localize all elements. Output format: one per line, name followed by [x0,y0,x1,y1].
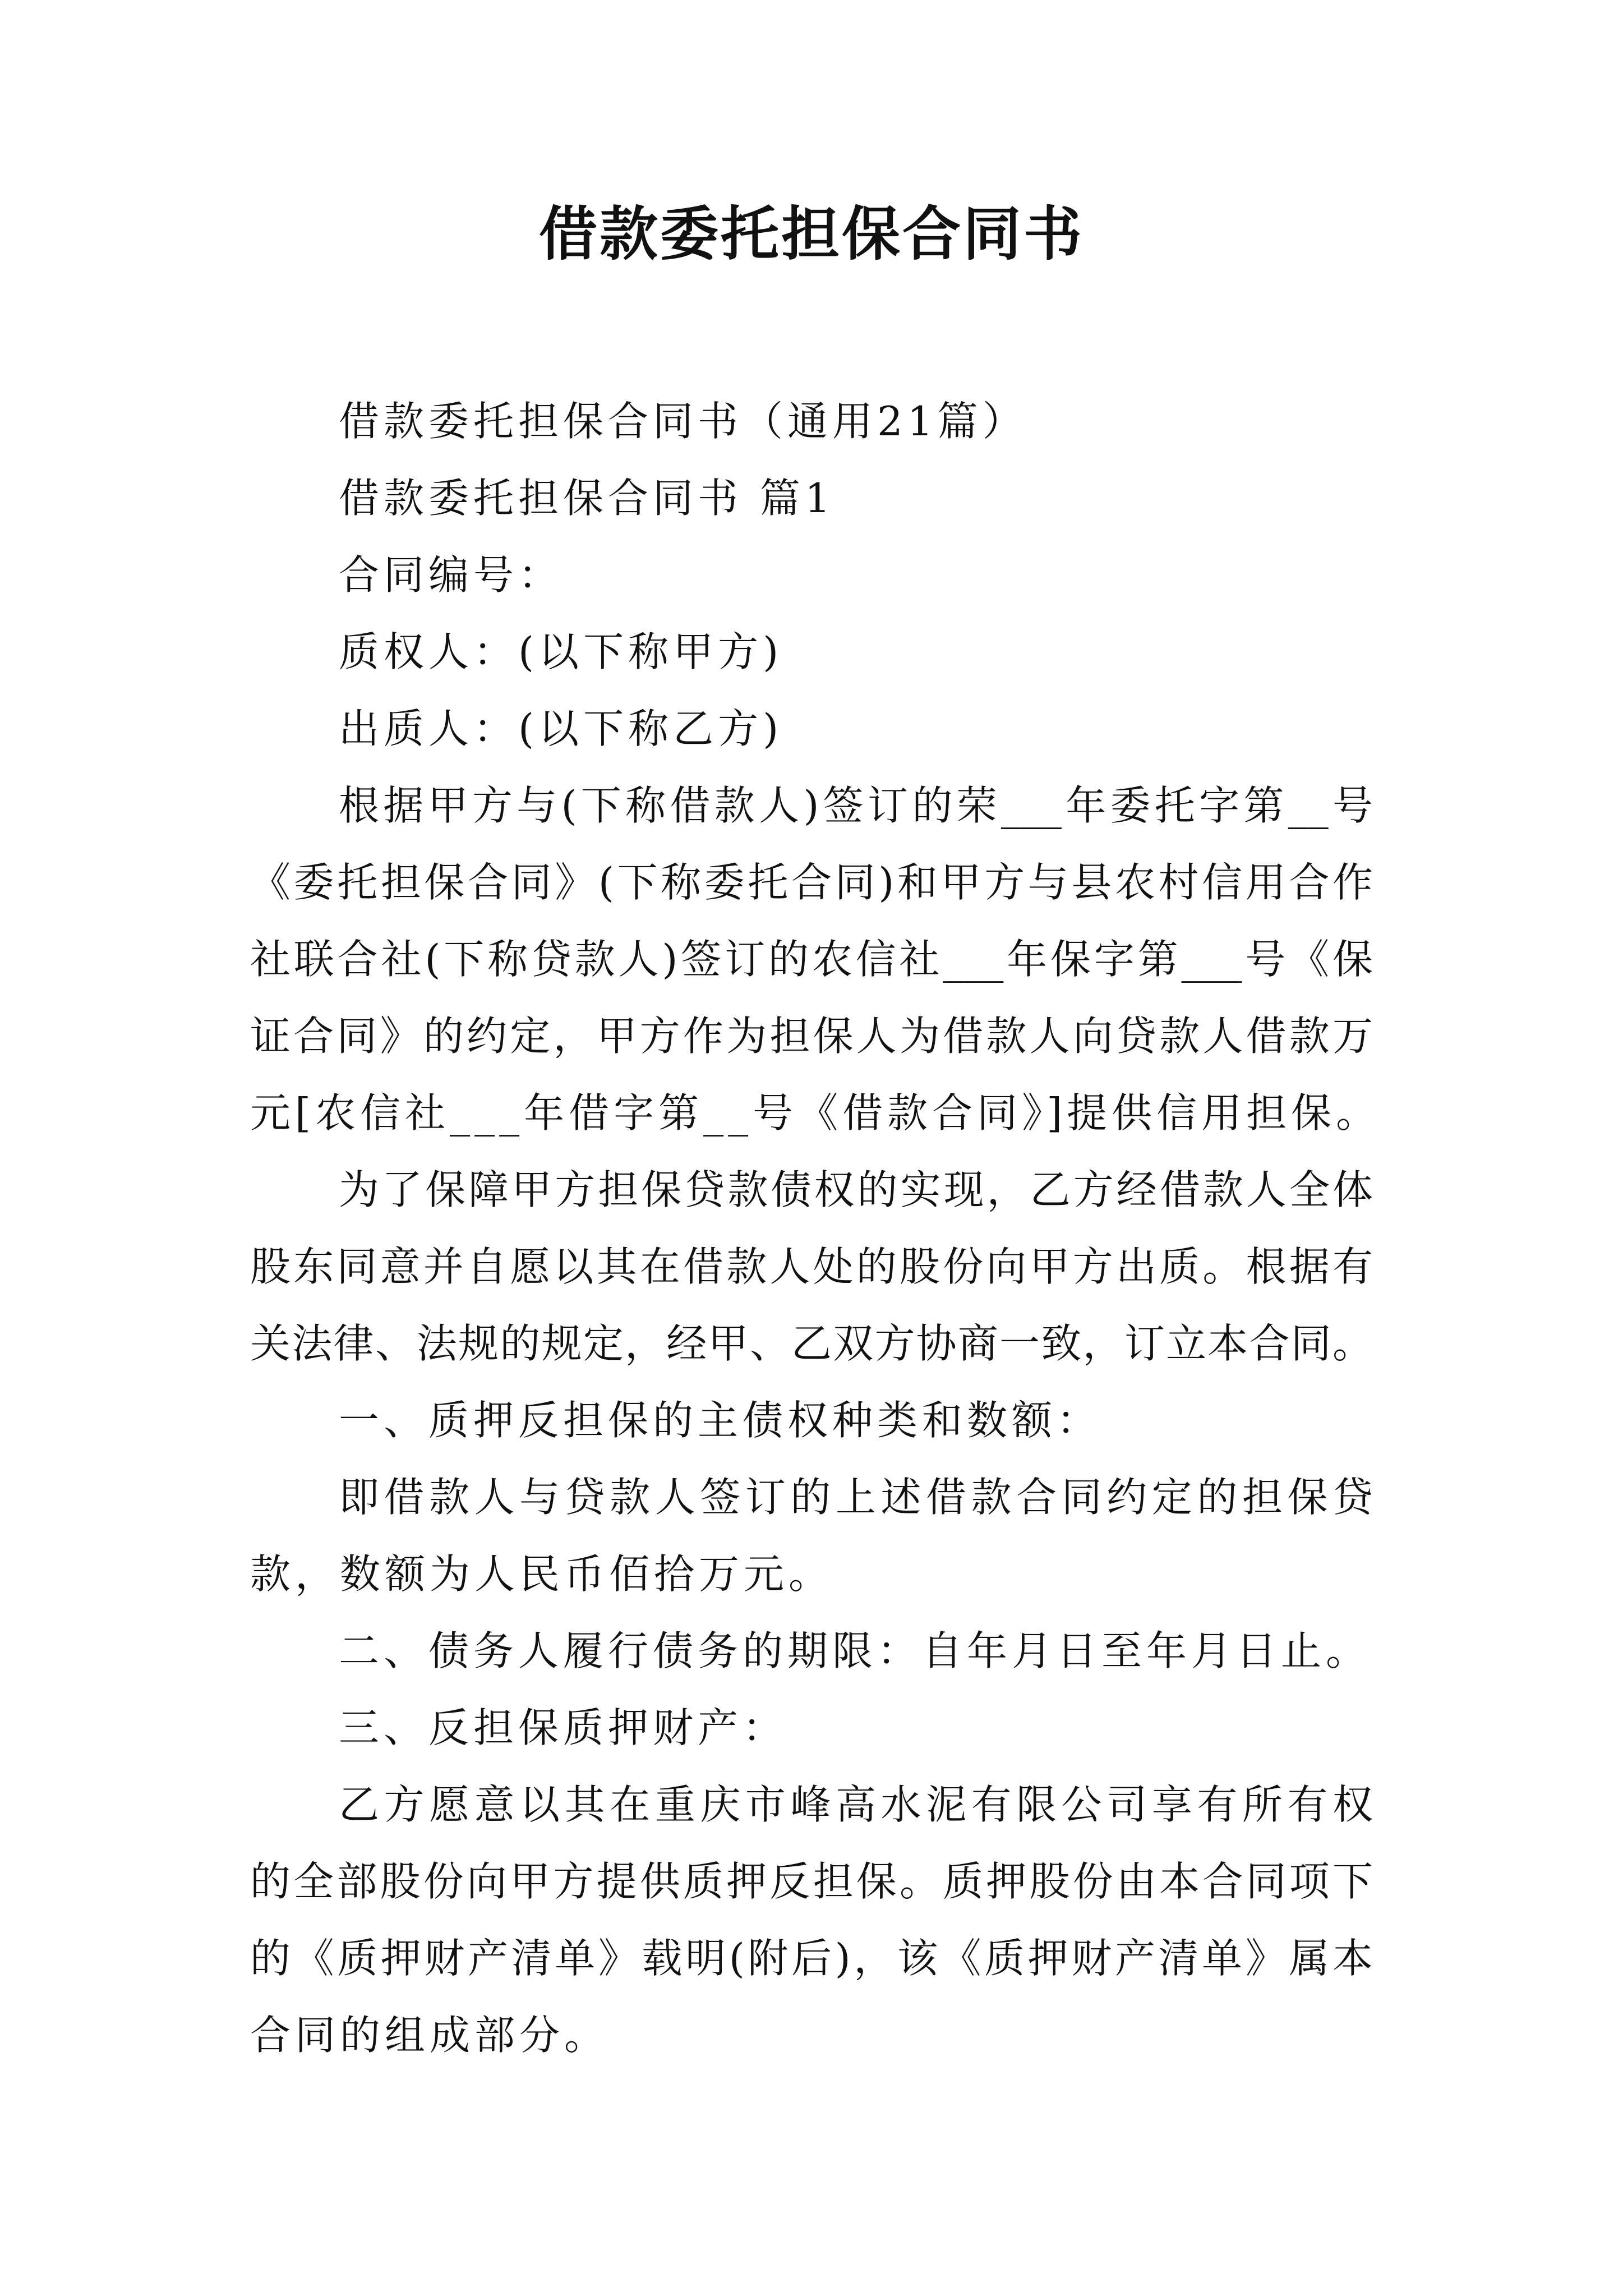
text-line: 出质人：(以下称乙方) [339,705,783,752]
text-line: 合同的组成部分。 [250,2012,610,2059]
text-line: 的全部股份向甲方提供质押反担保。质押股份由本合同项下 [250,1858,1373,1905]
text-line: 关法律、法规的规定，经甲、乙双方协商一致，订立本合同。 [250,1320,1373,1367]
text-line: 三、反担保质押财产： [339,1704,788,1751]
text-line: 乙方愿意以其在重庆市峰高水泥有限公司享有所有权 [339,1781,1373,1828]
document-body [250,383,1381,2074]
text-line: 元[农信社___年借字第__号《借款合同》]提供信用担保。 [250,1089,1381,1137]
text-line: 借款委托担保合同书 篇1 [339,475,835,522]
text-line: 质权人：(以下称甲方) [339,628,783,675]
text-line: 为了保障甲方担保贷款债权的实现，乙方经借款人全体 [339,1166,1373,1213]
text-line: 即借款人与贷款人签订的上述借款合同约定的担保贷 [339,1474,1373,1521]
text-line: 股东同意并自愿以其在借款人处的股份向甲方出质。根据有 [250,1243,1373,1290]
text-line: 社联合社(下称贷款人)签订的农信社___年保字第___号《保 [250,936,1373,983]
text-line: 证合同》的约定，甲方作为担保人为借款人向贷款人借款万 [250,1013,1373,1060]
text-line: 合同编号： [339,551,564,599]
text-line: 根据甲方与(下称借款人)签订的荣___年委托字第__号 [339,782,1373,829]
text-line: 一、质押反担保的主债权种类和数额： [339,1397,1102,1444]
text-line: 二、债务人履行债务的期限：自年月日至年月日止。 [339,1627,1371,1674]
text-line: 款，数额为人民币佰拾万元。 [250,1550,834,1598]
document-title: 借款委托担保合同书 [538,199,1084,268]
text-line: 借款委托担保合同书（通用21篇） [339,398,1027,445]
text-line: 的《质押财产清单》载明(附后)，该《质押财产清单》属本 [250,1935,1373,1982]
text-line: 《委托担保合同》(下称委托合同)和甲方与县农村信用合作 [250,859,1373,906]
